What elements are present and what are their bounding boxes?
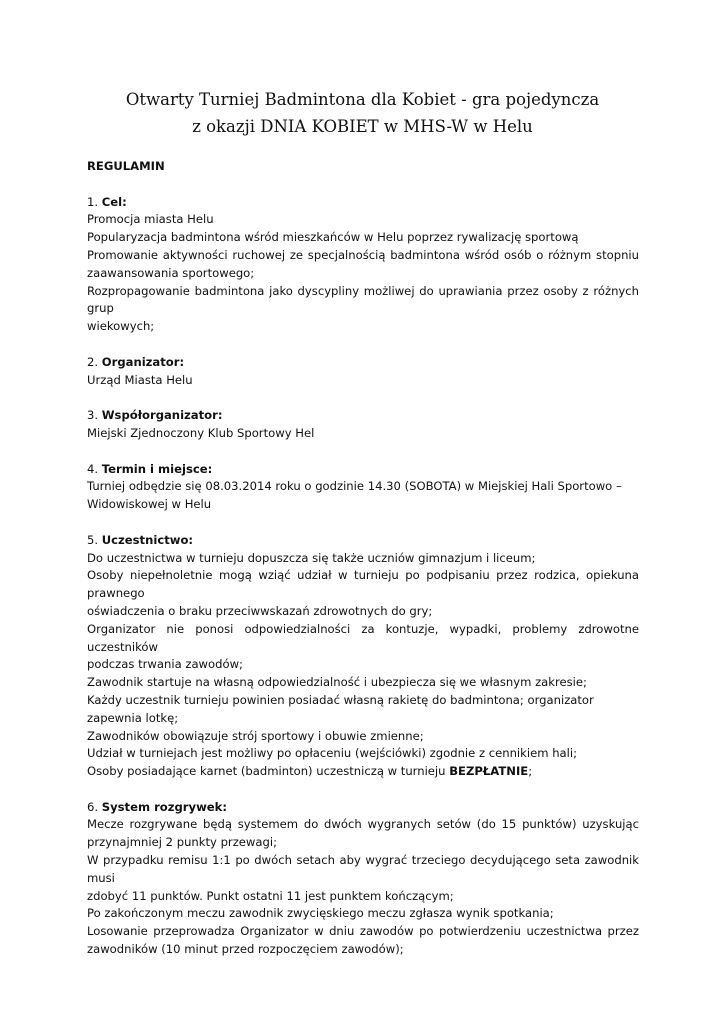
section-title: Współorganizator: [101, 408, 223, 423]
title-line-2: z okazji DNIA KOBIET w MHS-W w Helu [192, 117, 533, 136]
free-entry-emphasis: BEZPŁATNIE [449, 764, 529, 779]
text-line: Zawodników obowiązuje strój sportowy i obuwie zmienne; [87, 728, 424, 743]
section-title: Termin i miejsce: [101, 461, 213, 476]
section-heading [87, 799, 639, 817]
text-line: Udział w turniejach jest możliwy po opłaceniu (wejściówki) zgodnie z cennikiem hali; [87, 746, 578, 761]
text-line: Organizator nie ponosi odpowiedzialności za kontuzje, wypadki, problemy zdrowotne uczestników [87, 621, 639, 654]
text-line: Promocja miasta Helu [87, 212, 214, 227]
title-line-1: Otwarty Turniej Badmintona dla Kobiet - gra pojedyncza [125, 90, 600, 109]
text-line: W przypadku remisu 1:1 po dwóch setach aby wygrać trzeciego decydującego seta zawodnik musi [87, 853, 639, 885]
section-title: Uczestnictwo: [101, 532, 194, 547]
text-line: oświadczenia o braku przeciwwskazań zdrowotnych do gry; [87, 603, 433, 618]
section-heading [87, 461, 639, 479]
text-line: Popularyzacja badmintona wśród mieszkańców w Helu poprzez rywalizację sportową [87, 230, 579, 245]
text-line: zaawansowania sportowego; [87, 265, 255, 280]
text-line: Promowanie aktywności ruchowej ze specjalnością badmintona wśród osób o różnym stopniu [87, 247, 639, 262]
section-title: Organizator: [101, 354, 185, 369]
document-body [87, 158, 639, 959]
section-number: 3. [87, 408, 102, 423]
text-line: zdobyć 11 punktów. Punkt ostatni 11 jest punktem kończącym; [87, 888, 454, 903]
section-number: 4. [87, 461, 102, 476]
section-heading [87, 354, 639, 372]
text-line: Miejski Zjednoczony Klub Sportowy Hel [87, 425, 315, 440]
section-cel [87, 194, 639, 336]
text-line: Zawodnik startuje na własną odpowiedzialność i ubezpiecza się we własnym zakresie; [87, 675, 587, 690]
section-title: Cel: [101, 194, 127, 209]
text-line: wiekowych; [87, 319, 155, 334]
text-line: Każdy uczestnik turnieju powinien posiadać własną rakietę do badmintona; organizator zapewnia lotkę; [87, 692, 594, 725]
text-line: Mecze rozgrywane będą systemem do dwóch wygranych setów (do 15 punktów) uzyskując [87, 817, 639, 832]
section-number: 1. [87, 194, 102, 209]
regulamin-heading: REGULAMIN [87, 159, 165, 173]
text-line: Widowiskowej w Helu [87, 497, 212, 512]
section-system [87, 799, 639, 959]
text-line: Urząd Miasta Helu [87, 372, 193, 387]
text-line: Osoby niepełnoletnie mogą wziąć udział w turnieju po podpisaniu przez rodzica, opiekuna prawnego [87, 568, 639, 601]
section-title: System rozgrywek: [101, 799, 228, 814]
section-heading [87, 194, 639, 212]
text-line: zawodników (10 minut przed rozpoczęciem zawodów); [87, 942, 404, 957]
text-line: przynajmniej 2 punkty przewagi; [87, 835, 277, 850]
text-fragment: Osoby posiadające karnet (badminton) uczestniczą w turnieju [87, 764, 450, 779]
section-number: 2. [87, 354, 102, 369]
section-heading [87, 532, 639, 550]
section-wspolorganizator [87, 407, 639, 443]
section-organizator [87, 354, 639, 390]
text-line: Po zakończonym meczu zawodnik zwycięskiego meczu zgłasza wynik spotkania; [87, 906, 554, 921]
text-line [87, 763, 639, 781]
text-line: Rozpropagowanie badmintona jako dyscypliny możliwej do uprawiania przez osoby z różnych grup [87, 283, 639, 316]
section-uczestnictwo [87, 532, 639, 781]
text-line: Losowanie przeprowadza Organizator w dniu zawodów po potwierdzeniu uczestnictwa przez [87, 924, 639, 939]
section-heading [87, 407, 639, 425]
document-title [0, 86, 725, 140]
text-fragment: ; [528, 764, 533, 779]
section-termin [87, 461, 639, 514]
section-number: 6. [87, 799, 102, 814]
text-line: Do uczestnictwa w turnieju dopuszcza się także uczniów gimnazjum i liceum; [87, 550, 536, 565]
text-line: podczas trwania zawodów; [87, 657, 243, 672]
section-number: 5. [87, 532, 102, 547]
text-line: Turniej odbędzie się 08.03.2014 roku o godzinie 14.30 (SOBOTA) w Miejskiej Hali Sportowo – [87, 479, 622, 494]
